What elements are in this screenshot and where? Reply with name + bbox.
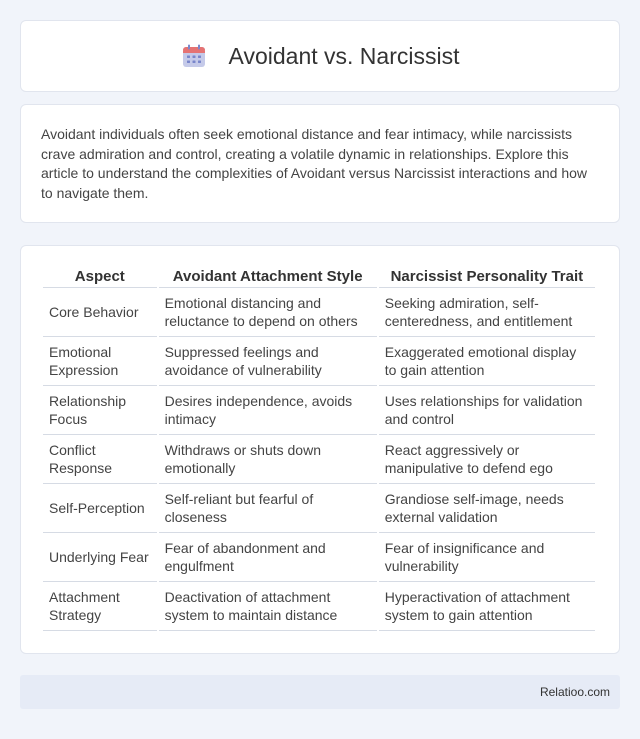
comparison-table-card xyxy=(20,245,620,654)
footer-brand: Relatioo.com xyxy=(539,685,610,699)
cell-avoidant: Emotional distancing and reluctance to depend on others xyxy=(159,288,377,337)
header-narcissist: Narcissist Personality Trait xyxy=(379,266,595,288)
cell-avoidant: Desires independence, avoids intimacy xyxy=(159,386,377,435)
cell-aspect: Conflict Response xyxy=(43,435,157,484)
cell-aspect: Attachment Strategy xyxy=(43,582,157,631)
cell-narcissist: Seeking admiration, self-centeredness, and entitlement xyxy=(379,288,595,337)
table-header-row xyxy=(43,266,595,288)
intro-paragraph: Avoidant individuals often seek emotional distance and fear intimacy, while narcissists crave admiration and control, creating a volatile dynamic in relationships. Explore this article to understand the complexities of Avoidant versus Narcissist interactions and how to navigate them. xyxy=(41,126,588,201)
cell-avoidant: Fear of abandonment and engulfment xyxy=(159,533,377,582)
cell-aspect: Core Behavior xyxy=(43,288,157,337)
cell-narcissist: React aggressively or manipulative to defend ego xyxy=(379,435,595,484)
cell-avoidant: Suppressed feelings and avoidance of vulnerability xyxy=(159,337,377,386)
cell-aspect: Emotional Expression xyxy=(43,337,157,386)
comparison-table xyxy=(41,266,597,631)
cell-aspect: Relationship Focus xyxy=(43,386,157,435)
cell-aspect: Self-Perception xyxy=(43,484,157,533)
table-row xyxy=(43,435,595,484)
cell-avoidant: Self-reliant but fearful of closeness xyxy=(159,484,377,533)
cell-narcissist: Exaggerated emotional display to gain attention xyxy=(379,337,595,386)
cell-narcissist: Hyperactivation of attachment system to gain attention xyxy=(379,582,595,631)
table-row xyxy=(43,386,595,435)
table-row xyxy=(43,582,595,631)
table-row xyxy=(43,533,595,582)
title-card xyxy=(20,20,620,92)
cell-aspect: Underlying Fear xyxy=(43,533,157,582)
cell-avoidant: Withdraws or shuts down emotionally xyxy=(159,435,377,484)
calendar-icon xyxy=(181,43,207,69)
table-row xyxy=(43,288,595,337)
cell-avoidant: Deactivation of attachment system to maintain distance xyxy=(159,582,377,631)
table-row xyxy=(43,337,595,386)
footer xyxy=(20,675,620,709)
header-avoidant: Avoidant Attachment Style xyxy=(159,266,377,288)
table-row xyxy=(43,484,595,533)
header-aspect: Aspect xyxy=(43,266,157,288)
intro-card xyxy=(20,104,620,223)
cell-narcissist: Fear of insignificance and vulnerability xyxy=(379,533,595,582)
cell-narcissist: Grandiose self-image, needs external validation xyxy=(379,484,595,533)
page-title: Avoidant vs. Narcissist xyxy=(228,42,460,69)
cell-narcissist: Uses relationships for validation and control xyxy=(379,386,595,435)
